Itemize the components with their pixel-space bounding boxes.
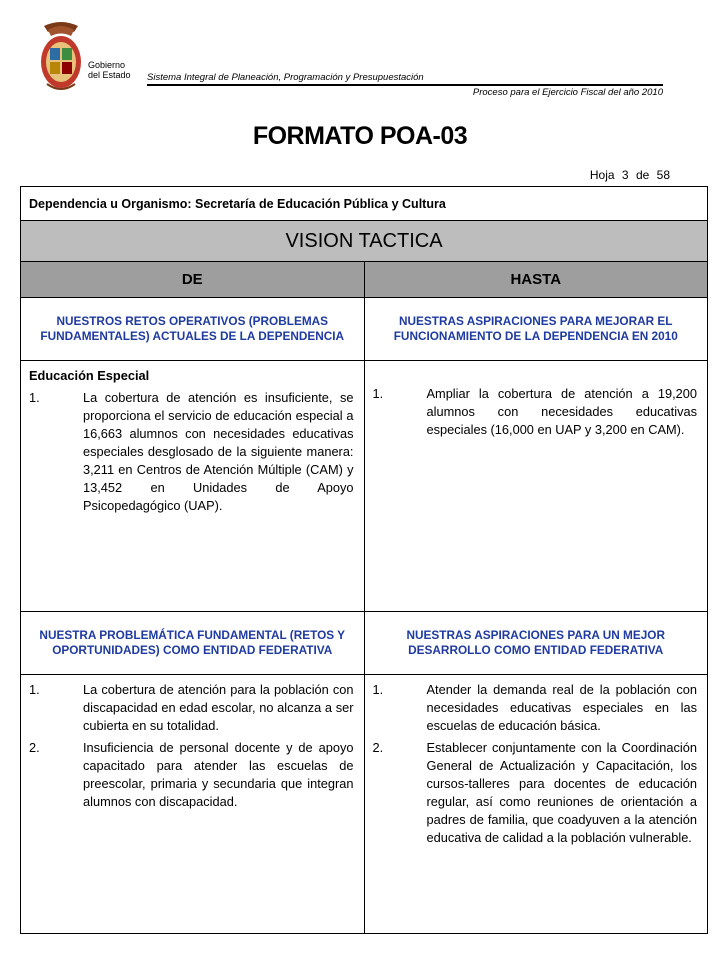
page-total: 58 [656,168,670,182]
section1-right-heading: NUESTRAS ASPIRACIONES PARA MEJORAR EL FUNCIONAMIENTO DE LA DEPENDENCIA EN 2010 [364,298,708,361]
list-item [29,389,354,515]
item-text: Atender la demanda real de la población con necesidades educativas especiales en las escuelas de educación básica. [426,682,697,733]
list-item [29,681,354,735]
section1-right-cell [364,361,708,612]
list-item [373,385,698,439]
gov-line1: Gobierno [88,60,126,70]
item-text: La cobertura de atención es insuficiente, se proporciona el servicio de educación especial a 16,663 alumnos con necesidades educativas especiales desglosado de la siguiente manera: 3,211 en Centros de Atención Múltiple (CAM) y 13,452 en Unidades de Apoyo Psicopedagógico (UAP). [83,390,354,513]
item-text: La cobertura de atención para la población con discapacidad en edad escolar, no alcanza a ser cubierta en su totalidad. [83,682,354,733]
page-title: FORMATO POA-03 [252,122,468,150]
item-number: 2. [372,740,384,755]
section2-right-heading: NUESTRAS ASPIRACIONES PARA UN MEJOR DESARROLLO COMO ENTIDAD FEDERATIVA [364,612,708,675]
item-number: 2. [29,740,40,755]
item-text: Ampliar la cobertura de atención a 19,200 alumnos con necesidades educativas especiales (16,000 en UAP y 3,200 en CAM). [426,386,697,437]
column-from: DE [21,262,365,298]
system-name: Sistema Integral de Planeación, Programación y Presupuestación [147,72,424,83]
section2-right-cell [364,675,708,934]
section1-left-cell [21,361,365,612]
header-rule [147,84,663,86]
page-label: Hoja [589,168,615,182]
section1-left-heading: NUESTROS RETOS OPERATIVOS (PROBLEMAS FUNDAMENTALES) ACTUALES DE LA DEPENDENCIA [21,298,365,361]
process-label: Proceso para el Ejercicio Fiscal del año 2010 [472,87,663,98]
item-number: 1. [372,386,384,401]
item-text: Insuficiencia de personal docente y de apoyo capacitado para atender las escuelas de preescolar, primaria y secundaria que integran alumnos con discapacidad. [83,740,354,809]
list-item [29,739,354,811]
item-number: 1. [372,682,384,697]
section2-left-cell [21,675,365,934]
column-to: HASTA [364,262,708,298]
item-text: Establecer conjuntamente con la Coordinación General de Actualización y Capacitación, los cursos-talleres para docentes de educación regular, así como reuniones de orientación a padres de familia, que coadyuven a la atención educativa de calidad a la población vulnerable. [426,740,697,845]
page-counter [586,168,670,182]
list-item [373,739,698,847]
vision-heading: VISION TACTICA [21,221,708,262]
item-number: 1. [29,682,40,697]
state-seal-logo [38,18,84,98]
page-current: 3 [621,168,629,182]
dependency-cell: Dependencia u Organismo: Secretaría de Educación Pública y Cultura [21,187,708,221]
list-item [373,681,698,735]
vision-table [20,186,708,934]
page-of: de [635,168,650,182]
section1-left-title: Educación Especial [29,368,150,383]
section2-left-heading: NUESTRA PROBLEMÁTICA FUNDAMENTAL (RETOS Y OPORTUNIDADES) COMO ENTIDAD FEDERATIVA [21,612,365,675]
government-label [88,60,131,80]
item-number: 1. [29,390,40,405]
gov-line2: del Estado [88,70,131,80]
